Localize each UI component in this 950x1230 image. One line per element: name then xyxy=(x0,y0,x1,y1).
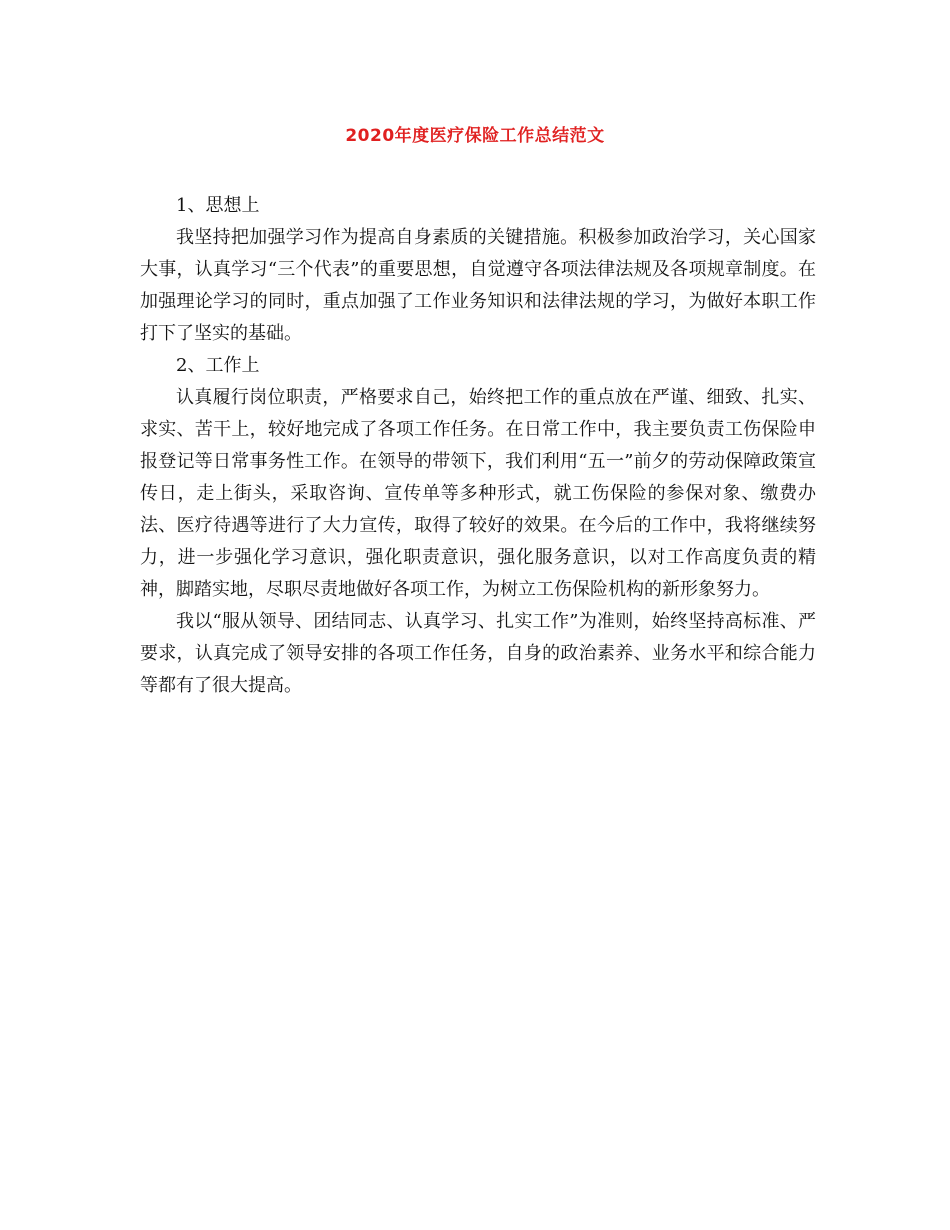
paragraph-work: 认真履行岗位职责，严格要求自己，始终把工作的重点放在严谨、细致、扎实、求实、苦干上，较好地完成了各项工作任务。在日常工作中，我主要负责工伤保险申报登记等日常事务性工作。在领导的带领下，我们利用“五一”前夕的劳动保障政策宣传日，走上街头，采取咨询、宣传单等多种形式，就工伤保险的参保对象、缴费办法、医疗待遇等进行了大力宣传，取得了较好的效果。在今后的工作中，我将继续努力，进一步强化学习意识，强化职责意识，强化服务意识，以对工作高度负责的精神，脚踏实地，尽职尽责地做好各项工作，为树立工伤保险机构的新形象努力。 xyxy=(140,387,816,600)
paragraph-summary: 我以“服从领导、团结同志、认真学习、扎实工作”为准则，始终坚持高标准、严要求，认真完成了领导安排的各项工作任务，自身的政治素养、业务水平和综合能力等都有了很大提高。 xyxy=(140,611,816,696)
section-heading-ideology: 1、思想上 xyxy=(176,195,260,216)
document-body xyxy=(140,190,816,702)
section-heading-work: 2、工作上 xyxy=(176,355,260,376)
paragraph-ideology: 我坚持把加强学习作为提高自身素质的关键措施。积极参加政治学习，关心国家大事，认真学习“三个代表”的重要思想，自觉遵守各项法律法规及各项规章制度。在加强理论学习的同时，重点加强了工作业务知识和法律法规的学习，为做好本职工作打下了坚实的基础。 xyxy=(140,227,816,344)
document-title: 2020年度医疗保险工作总结范文 xyxy=(345,126,605,146)
